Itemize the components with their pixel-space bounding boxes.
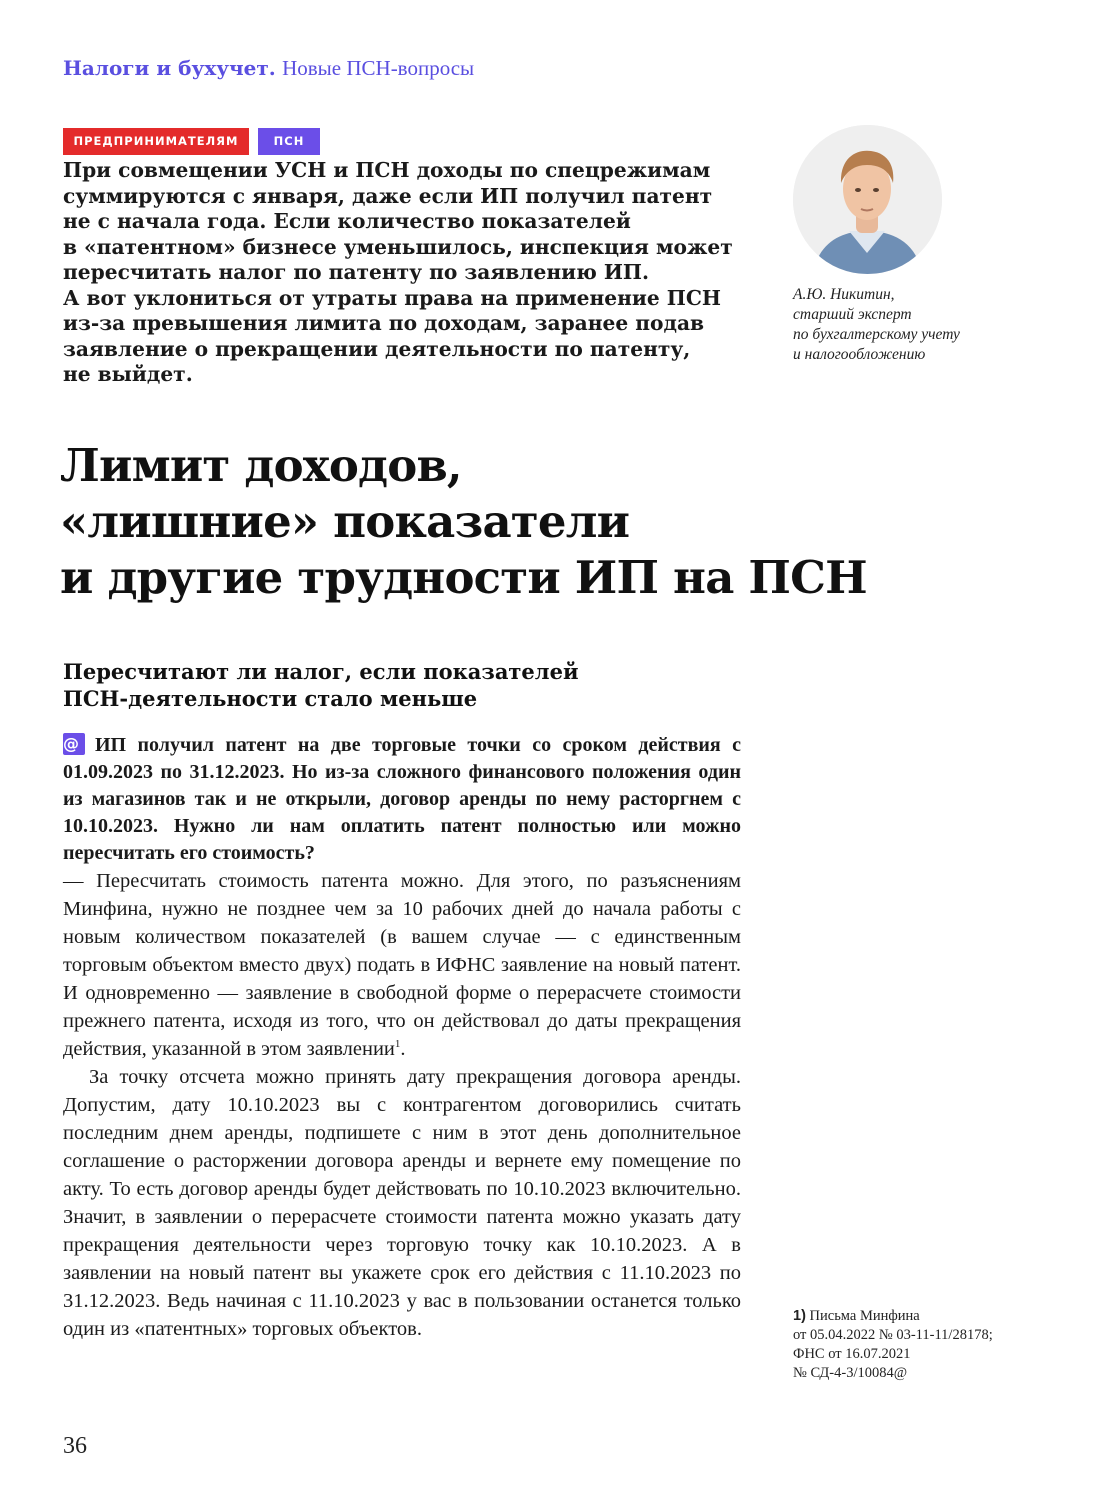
author-photo [793, 125, 942, 274]
answer-paragraph-2: За точку отсчета можно принять дату прекращения договора аренды. Допустим, дату 10.10.2023 вы с контрагентом договорились считать последним днем аренды, подпишете с ним в этот день дополнительное соглашение о расторжении договора аренды и вернете ему помещение по акту. То есть договор аренды будет действовать по 10.10.2023 включительно. Значит, в заявлении о перерасчете стоимости патента можно указать дату прекращения деятельности через торговую точку как 10.10.2023. А в заявлении на новый патент вы укажете срок его действия с 11.10.2023 по 31.12.2023. Ведь начиная с 11.10.2023 у вас в пользовании останется только один из «патентных» торговых объектов. [63, 1066, 741, 1340]
footnote-text: Письма Минфина от 05.04.2022 № 03-11-11/28178; ФНС от 16.07.2021 № СД-4-3/10084@ [793, 1308, 993, 1381]
footnote-reference: 1 [394, 1038, 401, 1051]
author-caption: А.Ю. Никитин, старший эксперт по бухгалтерскому учету и налогообложению [793, 286, 960, 363]
question-text: ИП получил патент на две торговые точки со сроком действия с 01.09.2023 по 31.12.2023. Но из-за сложного финансового положения один из магазинов так и не открыли, договор аренды по нему расторгнем с 10.10.2023. Нужно ли нам оплатить патент полностью или можно пересчитать его стоимость? [63, 734, 741, 864]
expert-answer [63, 867, 741, 1343]
reader-question [63, 732, 741, 867]
lead-paragraph: При совмещении УСН и ПСН доходы по спецрежимам суммируются с января, даже если ИП получил патент не с начала года. Если количество показателей в «патентном» бизнесе уменьшилось, инспекция может пересчитать налог по патенту по заявлению ИП. А вот уклониться от утраты права на применение ПСН из-за превышения лимита по доходам, заранее подав заявление о прекращении деятельности по патенту, не выйдет. [63, 158, 733, 386]
footnote-number: 1) [793, 1308, 806, 1324]
tag-entrepreneurs: ПРЕДПРИНИМАТЕЛЯМ [63, 128, 249, 155]
author-portrait-icon [793, 125, 942, 274]
footnote [793, 1307, 1033, 1383]
at-sign-icon: @ [63, 733, 85, 755]
article-headline: Лимит доходов, «лишние» показатели и другие трудности ИП на ПСН [60, 439, 867, 604]
tag-psn: ПСН [258, 128, 320, 155]
running-header [63, 56, 474, 81]
answer-paragraph-1-text: — Пересчитать стоимость патента можно. Для этого, по разъяснениям Минфина, нужно не позднее чем за 10 рабочих дней до начала работы с новым количеством показателей (в вашем случае — с единственным торговым объектом вместо двух) подать в ИФНС заявление на новый патент. И одновременно — заявление в свободной форме о перерасчете стоимости прежнего патента, исходя из того, что он действовал до даты прекращения действия, указанной в этом заявлении [63, 870, 741, 1060]
page-number: 36 [63, 1433, 87, 1459]
answer-paragraph-1 [63, 867, 741, 1063]
article-subheading: Пересчитают ли налог, если показателей ПСН-деятельности стало меньше [63, 659, 579, 711]
section-title: Налоги и бухучет. [63, 56, 276, 80]
topic-title: Новые ПСН-вопросы [282, 56, 475, 80]
answer-paragraph-1-end: . [400, 1038, 406, 1060]
